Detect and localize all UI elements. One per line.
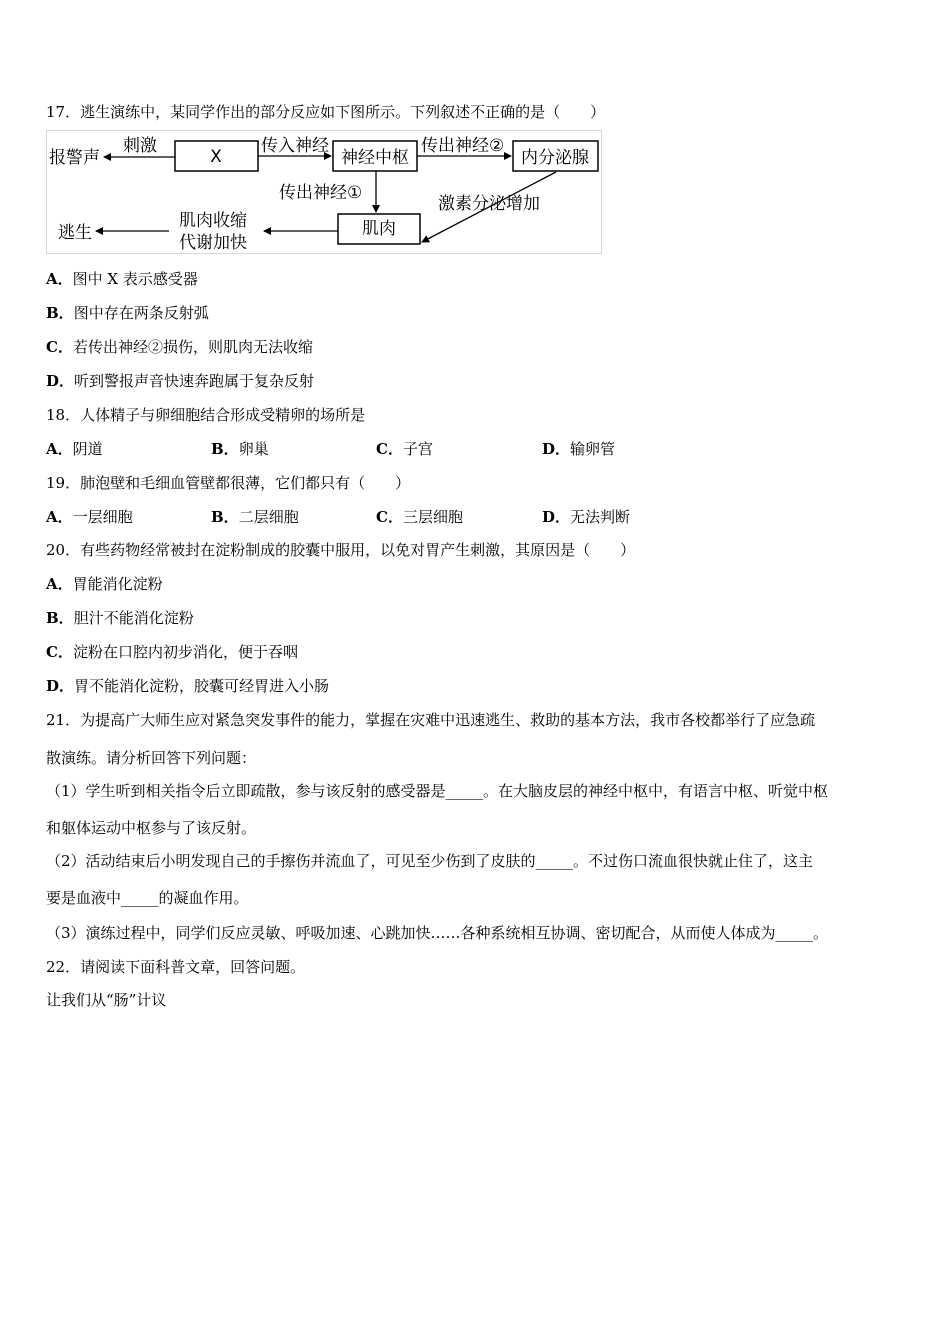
q20-option-b: B．胆汁不能消化淀粉 (46, 609, 194, 627)
contract-label-2: 代谢加快 (179, 233, 247, 253)
q21-part2-line2: 要是血液中_____的凝血作用。 (46, 889, 249, 907)
q21-line1: 21．为提高广大师生应对紧急突发事件的能力，掌握在灾难中迅速逃生、救助的基本方法，我市各校都举行了应急疏 (46, 711, 816, 729)
muscle-label: 肌肉 (362, 219, 396, 239)
q17-option-a: A．图中 X 表示感受器 (46, 270, 198, 288)
contract-label-1: 肌肉收缩 (179, 211, 247, 231)
q19-option-c: C．三层细胞 (376, 508, 463, 526)
q19-options (46, 507, 906, 527)
x-label: X (210, 147, 222, 167)
q19-option-a: A．一层细胞 (46, 508, 133, 526)
escape-label: 逃生 (58, 223, 92, 243)
reflex-diagram (46, 130, 602, 254)
q21-line2: 散演练。请分析回答下列问题： (46, 749, 257, 767)
q21-part2-line1: （2）活动结束后小明发现自己的手擦伤并流血了，可见至少伤到了皮肤的_____。不过伤口流血很快就止住了，这主 (46, 852, 814, 870)
q21-part1-line1: （1）学生听到相关指令后立即疏散，参与该反射的感受器是_____。在大脑皮层的神经中枢中，有语言中枢、听觉中枢 (46, 782, 829, 800)
afferent-label: 传入神经 (261, 136, 329, 156)
q19-option-d: D．无法判断 (542, 508, 631, 526)
q22-question: 22．请阅读下面科普文章，回答问题。 (46, 958, 306, 976)
q21-part3: （3）演练过程中，同学们反应灵敏、呼吸加速、心跳加快……各种系统相互协调、密切配合，从而使人体成为_____。 (46, 924, 829, 942)
q20-option-c: C．淀粉在口腔内初步消化，便于吞咽 (46, 643, 298, 661)
q20-option-a: A．胃能消化淀粉 (46, 575, 163, 593)
q19-option-b: B．二层细胞 (211, 508, 299, 526)
q18-question: 18．人体精子与卵细胞结合形成受精卵的场所是 (46, 406, 366, 424)
center-label: 神经中枢 (341, 148, 409, 168)
q22-article-title: 让我们从“肠”计议 (46, 991, 167, 1009)
hormone-label: 激素分泌增加 (438, 194, 540, 214)
q19-question: 19．肺泡壁和毛细血管壁都很薄，它们都只有（ ） (46, 474, 411, 492)
q17-question: 17．逃生演练中，某同学作出的部分反应如下图所示。下列叙述不正确的是（ ） (46, 103, 606, 121)
q18-option-c: C．子宫 (376, 440, 433, 458)
q17-option-c: C．若传出神经②损伤，则肌肉无法收缩 (46, 338, 313, 356)
alarm-label: 报警声 (49, 148, 100, 168)
q21-part1-line2: 和躯体运动中枢参与了该反射。 (46, 819, 257, 837)
q20-option-d: D．胃不能消化淀粉，胶囊可经胃进入小肠 (46, 677, 330, 695)
q18-option-d: D．输卵管 (542, 440, 616, 458)
efferent2-label: 传出神经② (421, 136, 505, 156)
q18-option-a: A．阴道 (46, 440, 103, 458)
q18-option-b: B．卵巢 (211, 440, 269, 458)
q18-options (46, 439, 906, 459)
gland-label: 内分泌腺 (521, 148, 589, 168)
efferent1-label: 传出神经① (279, 183, 363, 203)
q17-option-b: B．图中存在两条反射弧 (46, 304, 209, 322)
q17-option-d: D．听到警报声音快速奔跑属于复杂反射 (46, 372, 315, 390)
q20-question: 20．有些药物经常被封在淀粉制成的胶囊中服用，以免对胃产生刺激，其原因是（ ） (46, 541, 636, 559)
stimulus-label: 刺激 (123, 136, 157, 156)
